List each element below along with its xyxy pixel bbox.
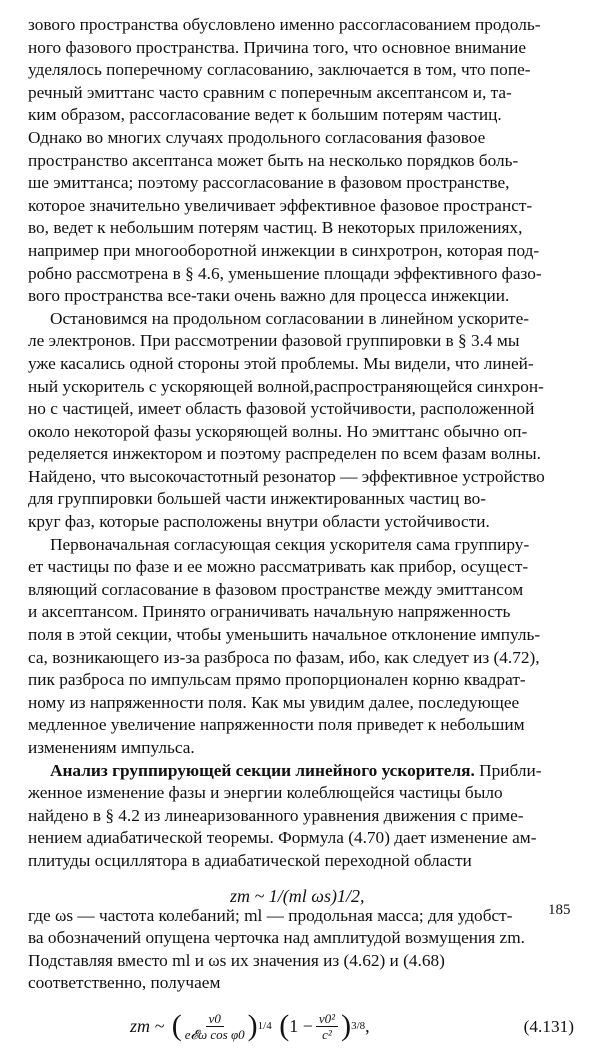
formula-2-body: [130, 1011, 370, 1042]
left-paren-2: (: [271, 1009, 290, 1043]
exponent-1: 1/4: [257, 1020, 272, 1033]
right-paren-2: ): [341, 1009, 352, 1043]
equation-number: (4.131): [523, 1016, 574, 1036]
formula-2-lhs: zm ~: [130, 1015, 165, 1036]
paragraph-1: зового пространства обусловлено именно рассогласованием продоль- ного фазового пространства. Причина того, что основное внимание уделялось поперечному согласованию, заключается в том, что попе- речный эмиттанс часто сравним с поперечным аксептансом и, та- ким образом, рассогласование ведет к большим потерям частиц. Однако во многих случаях продольного согласования фазовое пространство аксептанса может быть на несколько порядков боль- ше эмиттанса; поэтому рассогласование в фазовом пространстве, которое значительно увеличивает эффективное фазовое пространст- во, ведет к небольшим потерям частиц. В некоторых приложениях, например при многооборотной инжекции в синхротрон, которая под- робно рассмотрена в § 4.6, уменьшение площади эффективного фазо- вого пространства все-таки очень важно для процесса инжекции.: [28, 15, 542, 306]
section-run-in-heading: Анализ группирующей секции линейного ускорителя.: [50, 760, 475, 780]
paragraph-4-body: Прибли- женное изменение фазы и энергии колеблющейся частицы было найдено в § 4.2 из линеаризованного уравнения движения с приме- нением адиабатической теоремы. Формула (4.70) дает изменение ам- плитуды осциллятора в адиабатической переходной области: [28, 760, 542, 870]
paragraph-3: Первоначальная согласующая секция ускорителя сама группиру- ет частицы по фазе и ее можно рассматривать как прибор, осущест- вляющий согласование в фазовом пространстве между эмиттансом и аксептансом. Принято ограничивать начальную напряженность поля в этой секции, чтобы уменьшить начальное отклонение импуль- са, возникающего из-за разброса по фазам, ибо, как следует из (4.72), пик разброса по импульсам прямо пропорционален корню квадрат- ному из напряженности поля. Как мы увидим далее, последующее медленное увеличение напряженности поля приведет к небольшим изменениям импульса.: [28, 534, 541, 757]
formula-2: [28, 1001, 576, 1063]
page-body: [28, 14, 576, 1063]
formula-2-comma: ,: [365, 1015, 370, 1036]
fraction-1: [185, 1011, 245, 1042]
exponent-2: 3/8: [351, 1020, 366, 1033]
fraction-1-denominator: e𝓔ω cos φ0: [184, 1026, 245, 1042]
right-paren: ): [247, 1009, 258, 1043]
one-minus: 1 −: [289, 1015, 313, 1036]
paragraph-2: Остановимся на продольном согласовании в линейном ускорите- ле электронов. При рассмотрении фазовой группировки в § 3.4 мы уже касались одной стороны этой проблемы. Мы видели, что линей- ный ускоритель с ускоряющей волной,распространяющейся синхрон- но с частицей, имеет область фазовой устойчивости, расположенной около некоторой фазы ускоряющей волны. Но эмиттанс обычно оп- ределяется инжектором и поэтому распределен по всем фазам волны. Найдено, что высокочастотный резонатор — эффективное устройство для группировки большей части инжектированных частиц во- круг фаз, которые расположены внутри области устойчивости.: [28, 308, 545, 532]
page-number: 185: [548, 902, 571, 918]
paragraph-4: [28, 760, 576, 873]
formula-1-text: zm ~ 1/(ml ωs)1/2,: [230, 885, 365, 906]
left-paren: (: [164, 1009, 182, 1043]
paragraph-5: где ωs — частота колебаний; ml — продольная масса; для удобст- ва обозначений опущена черточка над амплитудой возмущения zm. Подставляя вместо ml и ωs их значения из (4.62) и (4.68) соответственно, получаем: [28, 905, 525, 993]
fraction-2-denominator: c²: [322, 1026, 332, 1042]
fraction-2: [316, 1011, 338, 1042]
formula-1: [28, 873, 576, 905]
fraction-2-numerator: v0²: [316, 1011, 338, 1027]
fraction-1-numerator: v0: [206, 1011, 224, 1027]
